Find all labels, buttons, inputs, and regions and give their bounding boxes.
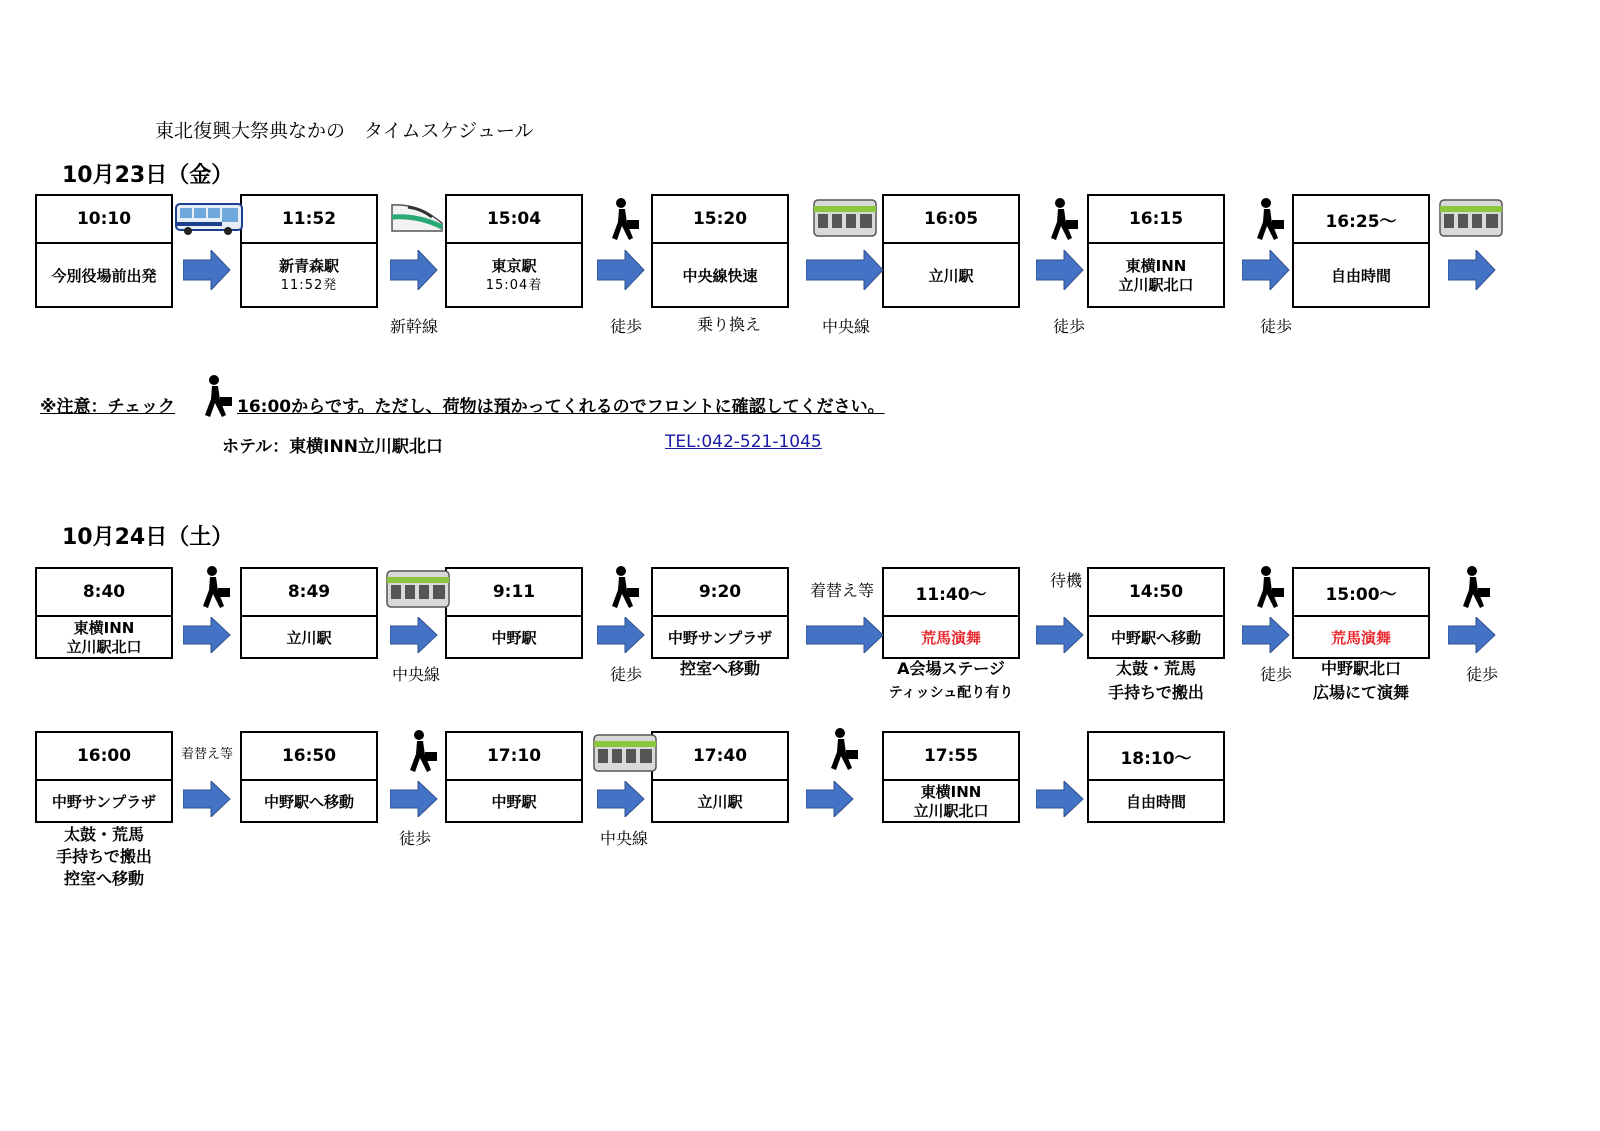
train-icon: [592, 733, 658, 775]
schedule-box: [651, 194, 789, 308]
place-text: 立川駅: [697, 792, 743, 811]
walking-person-icon: [198, 566, 234, 612]
place-text: 中野駅: [491, 792, 537, 811]
box-note: ティッシュ配り有り: [888, 685, 1014, 701]
place-cell: [447, 781, 581, 823]
place-text: 東横INN: [73, 619, 135, 637]
arrow-right-icon: [390, 781, 438, 817]
arrow-right-icon: [390, 617, 438, 653]
place-cell: [242, 244, 376, 308]
transport-label: 中央線: [392, 665, 441, 684]
transport-label: 中央線: [822, 317, 871, 336]
place-text: 立川駅: [928, 266, 974, 285]
shinkansen-icon: [388, 199, 446, 235]
arrow-right-icon: [183, 781, 231, 817]
place-cell: [37, 617, 171, 659]
time-cell: 16:50: [242, 733, 376, 781]
transport-label: 徒歩: [399, 829, 432, 848]
box-note: 広場にて演舞: [1312, 683, 1409, 702]
schedule-box: [240, 731, 378, 823]
time-cell: 15:04: [447, 196, 581, 244]
box-note: 太鼓・荒馬: [63, 825, 144, 844]
place-cell: [37, 781, 171, 823]
train-icon: [812, 198, 878, 240]
arrow-right-icon: [1036, 250, 1084, 290]
place-cell: [884, 244, 1018, 308]
place-cell: [653, 617, 787, 659]
train-icon: [1438, 198, 1504, 240]
time-cell: 9:20: [653, 569, 787, 617]
transport-label: 待機: [1050, 571, 1083, 590]
arrow-right-icon: [1036, 781, 1084, 817]
transport-label: 徒歩: [610, 665, 643, 684]
walking-person-icon: [405, 730, 441, 776]
schedule-box: [1087, 731, 1225, 823]
place-cell: [447, 244, 581, 308]
schedule-box: [240, 194, 378, 308]
box-note: 太鼓・荒馬: [1115, 659, 1196, 678]
schedule-box: [882, 731, 1020, 823]
schedule-box: [1087, 567, 1225, 659]
box-note: 手持ちで搬出: [1108, 683, 1204, 702]
schedule-box: [1087, 194, 1225, 308]
place-subtext: 15:04着: [485, 278, 543, 293]
place-subtext: 11:52発: [280, 278, 338, 293]
time-cell: 16:25～: [1294, 196, 1428, 244]
place-cell: [1089, 781, 1223, 823]
time-cell: 11:52: [242, 196, 376, 244]
schedule-box: [1292, 194, 1430, 308]
time-cell: 10:10: [37, 196, 171, 244]
place-cell: [37, 244, 171, 308]
place-cell: [242, 781, 376, 823]
day1-heading: 10月23日（金）: [62, 163, 234, 188]
place-text: 東横INN: [1125, 257, 1187, 275]
time-cell: 15:00～: [1294, 569, 1428, 617]
place-text: 中野駅: [491, 628, 537, 647]
transport-label: 乗り換え: [697, 315, 762, 334]
place-text: 中野駅へ移動: [263, 792, 354, 811]
place-cell: [1089, 617, 1223, 659]
hotel-info: ホテル：東横INN立川駅北口: [222, 437, 443, 457]
place-text: 立川駅: [286, 628, 332, 647]
time-cell: 17:10: [447, 733, 581, 781]
schedule-box: [445, 194, 583, 308]
place-cell: [653, 781, 787, 823]
transport-label: 新幹線: [390, 317, 439, 336]
place-text: 中央線快速: [682, 266, 758, 285]
schedule-box: [445, 731, 583, 823]
arrow-right-icon: [183, 250, 231, 290]
arrow-right-icon: [1242, 250, 1290, 290]
transport-label: 徒歩: [610, 317, 643, 336]
schedule-box: [882, 567, 1020, 659]
walking-person-icon: [607, 198, 643, 244]
time-cell: 16:15: [1089, 196, 1223, 244]
place-cell: [242, 617, 376, 659]
transport-label: 徒歩: [1260, 665, 1293, 684]
place-text: 立川駅北口: [1118, 276, 1194, 294]
place-cell: [1294, 244, 1428, 308]
arrow-right-icon: [390, 250, 438, 290]
arrow-right-icon: [1448, 617, 1496, 653]
place-text: 自由時間: [1125, 792, 1186, 811]
arrow-right-icon: [1242, 617, 1290, 653]
place-cell: [653, 244, 787, 308]
walking-person-icon: [826, 728, 862, 774]
bus-icon: [174, 200, 244, 238]
place-text: 立川駅北口: [913, 802, 989, 820]
place-cell: [447, 617, 581, 659]
place-cell: [1294, 617, 1428, 659]
box-note: 控室へ移動: [63, 869, 144, 888]
transport-label: 着替え等: [181, 747, 234, 762]
time-cell: 8:40: [37, 569, 171, 617]
place-cell: [884, 781, 1018, 823]
time-cell: 15:20: [653, 196, 787, 244]
place-text: 東京駅: [491, 257, 537, 275]
place-text: 東横INN: [920, 783, 982, 801]
box-note: 控室へ移動: [679, 659, 760, 678]
notice-text: 16:00からです。ただし、荷物は預かってくれるのでフロントに確認してください。: [237, 397, 885, 417]
time-cell: 17:40: [653, 733, 787, 781]
schedule-box: [35, 731, 173, 823]
arrow-right-icon: [806, 617, 884, 653]
time-cell: 18:10～: [1089, 733, 1223, 781]
schedule-box: [445, 567, 583, 659]
performance-text: 荒馬演舞: [920, 628, 981, 647]
time-cell: 16:05: [884, 196, 1018, 244]
place-cell: [1089, 244, 1223, 308]
notice-prefix: ※注意：チェック: [40, 397, 176, 417]
schedule-box: [35, 194, 173, 308]
arrow-right-icon: [806, 250, 884, 290]
place-text: 中野駅へ移動: [1110, 628, 1201, 647]
box-note: 手持ちで搬出: [56, 847, 152, 866]
place-text: 自由時間: [1330, 266, 1391, 285]
box-note: 中野駅北口: [1320, 659, 1401, 678]
time-cell: 11:40～: [884, 569, 1018, 617]
page-title: 東北復興大祭典なかの タイムスケジュール: [155, 120, 534, 142]
tel-link[interactable]: TEL:042-521-1045: [665, 432, 822, 452]
box-note: A会場ステージ: [897, 659, 1005, 678]
transport-label: 徒歩: [1466, 665, 1499, 684]
schedule-box: [240, 567, 378, 659]
place-text: 今別役場前出発: [51, 266, 157, 285]
transport-label: 徒歩: [1053, 317, 1086, 336]
time-cell: 14:50: [1089, 569, 1223, 617]
transport-label: 中央線: [600, 829, 649, 848]
day2-heading: 10月24日（土）: [62, 525, 234, 550]
arrow-right-icon: [1448, 250, 1496, 290]
time-cell: 16:00: [37, 733, 171, 781]
place-text: 中野サンプラザ: [667, 628, 773, 647]
transport-label: 徒歩: [1260, 317, 1293, 336]
schedule-box: [651, 731, 789, 823]
schedule-box: [651, 567, 789, 659]
schedule-box: [1292, 567, 1430, 659]
walking-person-icon: [1252, 198, 1288, 244]
arrow-right-icon: [597, 781, 645, 817]
arrow-right-icon: [806, 781, 854, 817]
performance-text: 荒馬演舞: [1330, 628, 1391, 647]
walking-person-icon: [1252, 566, 1288, 612]
transport-label: 着替え等: [810, 581, 875, 600]
time-cell: 9:11: [447, 569, 581, 617]
schedule-box: [35, 567, 173, 659]
place-text: 新青森駅: [278, 257, 339, 275]
arrow-right-icon: [597, 250, 645, 290]
walking-person-icon: [1458, 566, 1494, 612]
place-text: 中野サンプラザ: [51, 792, 157, 811]
arrow-right-icon: [183, 617, 231, 653]
train-icon: [385, 569, 451, 611]
time-cell: 8:49: [242, 569, 376, 617]
walking-person-icon: [607, 566, 643, 612]
arrow-right-icon: [1036, 617, 1084, 653]
arrow-right-icon: [597, 617, 645, 653]
walking-person-icon: [200, 375, 236, 421]
place-cell: [884, 617, 1018, 659]
walking-person-icon: [1046, 198, 1082, 244]
place-text: 立川駅北口: [66, 638, 142, 656]
schedule-box: [882, 194, 1020, 308]
time-cell: 17:55: [884, 733, 1018, 781]
